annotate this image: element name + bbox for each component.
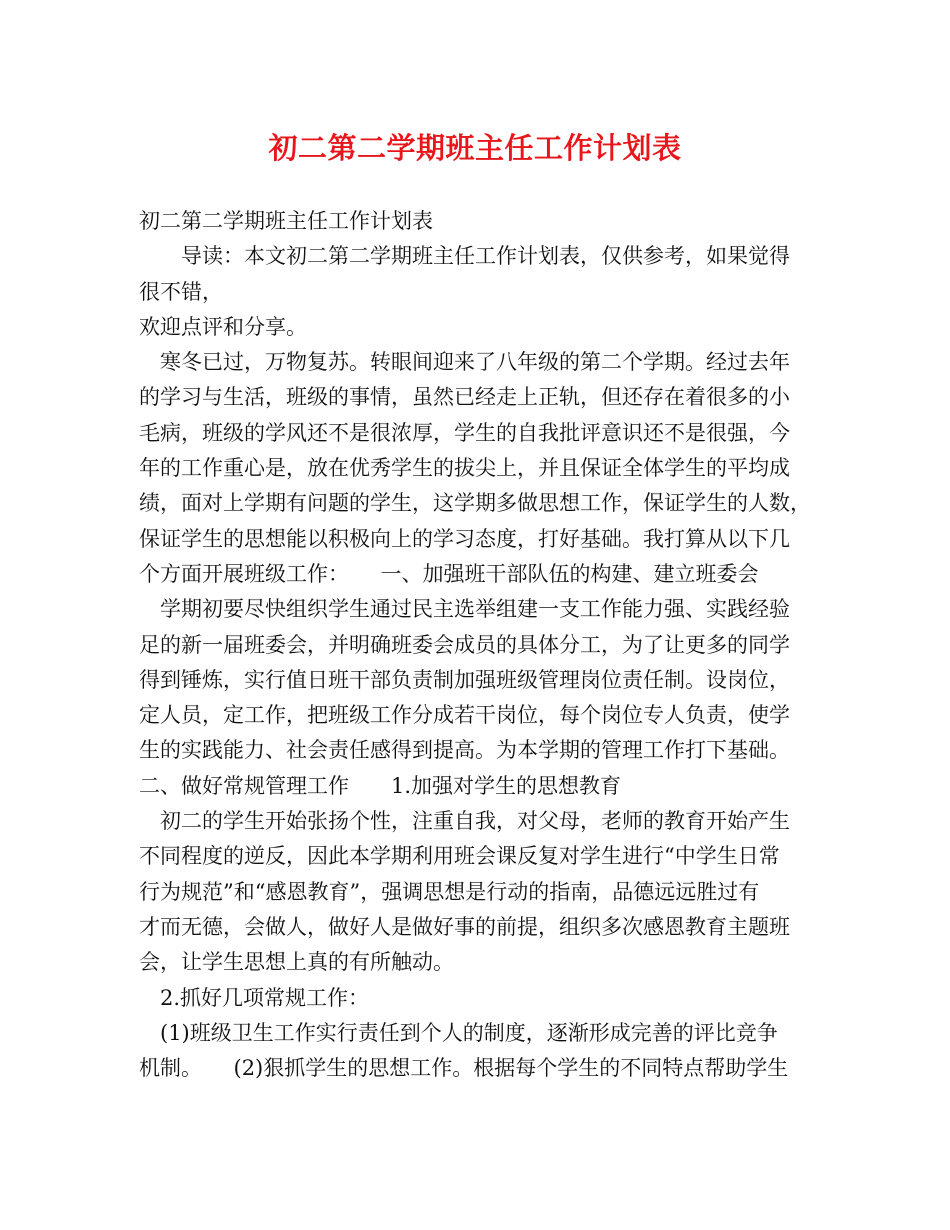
body-line: 初二第二学期班主任工作计划表 [139,209,433,233]
document-title: 初二第二学期班主任工作计划表 [268,131,682,165]
body-line: 的学习与生活，班级的事情，虽然已经走上正轨，但还存在着很多的小 [139,385,790,410]
body-line: 生的实践能力、社会责任感得到提高。为本学期的管理工作打下基础。 [139,738,790,763]
body-line: 学期初要尽快组织学生通过民主选举组建一支工作能力强、实践经验 [139,597,790,622]
body-line: 绩，面对上学期有问题的学生，这学期多做思想工作，保证学生的人数， [139,491,811,516]
body-line: 年的工作重心是，放在优秀学生的拔尖上，并且保证全体学生的平均成 [139,456,790,481]
body-line: 个方面开展班级工作： 一、加强班干部队伍的构建、建立班委会 [139,561,759,586]
body-line: 足的新一届班委会，并明确班委会成员的具体分工，为了让更多的同学 [139,632,790,657]
body-line: 得到锤炼，实行值日班干部负责制加强班级管理岗位责任制。设岗位， [139,667,790,692]
body-line: 会，让学生思想上真的有所触动。 [139,950,454,975]
body-line: (1)班级卫生工作实行责任到个人的制度，逐渐形成完善的评比竞争 [139,1020,778,1045]
body-line: 行为规范”和“感恩教育”，强调思想是行动的指南，品德远远胜过有 [139,879,760,904]
body-line: 初二的学生开始张扬个性，注重自我，对父母，老师的教育开始产生 [139,809,790,834]
body-line: 导读：本文初二第二学期班主任工作计划表，仅供参考，如果觉得 [139,244,790,269]
body-line: 定人员，定工作，把班级工作分成若干岗位，每个岗位专人负责，使学 [139,703,790,728]
body-line: 很不错， [139,279,223,304]
body-line: 二、做好常规管理工作 1.加强对学生的思想教育 [139,773,622,798]
body-line: 才而无德，会做人，做好人是做好事的前提，组织多次感恩教育主题班 [139,914,790,939]
body-line: 寒冬已过，万物复苏。转眼间迎来了八年级的第二个学期。经过去年 [139,350,790,375]
body-line: 欢迎点评和分享。 [139,314,307,339]
document-body [139,204,829,1086]
body-line: 2.抓好几项常规工作： [139,985,370,1010]
body-line: 毛病，班级的学风还不是很浓厚，学生的自我批评意识还不是很强，今 [139,420,790,445]
body-line: 机制。 (2)狠抓学生的思想工作。根据每个学生的不同特点帮助学生 [139,1056,789,1081]
body-line: 不同程度的逆反，因此本学期利用班会课反复对学生进行“中学生日常 [139,844,780,869]
body-line: 保证学生的思想能以积极向上的学习态度，打好基础。我打算从以下几 [139,526,790,551]
